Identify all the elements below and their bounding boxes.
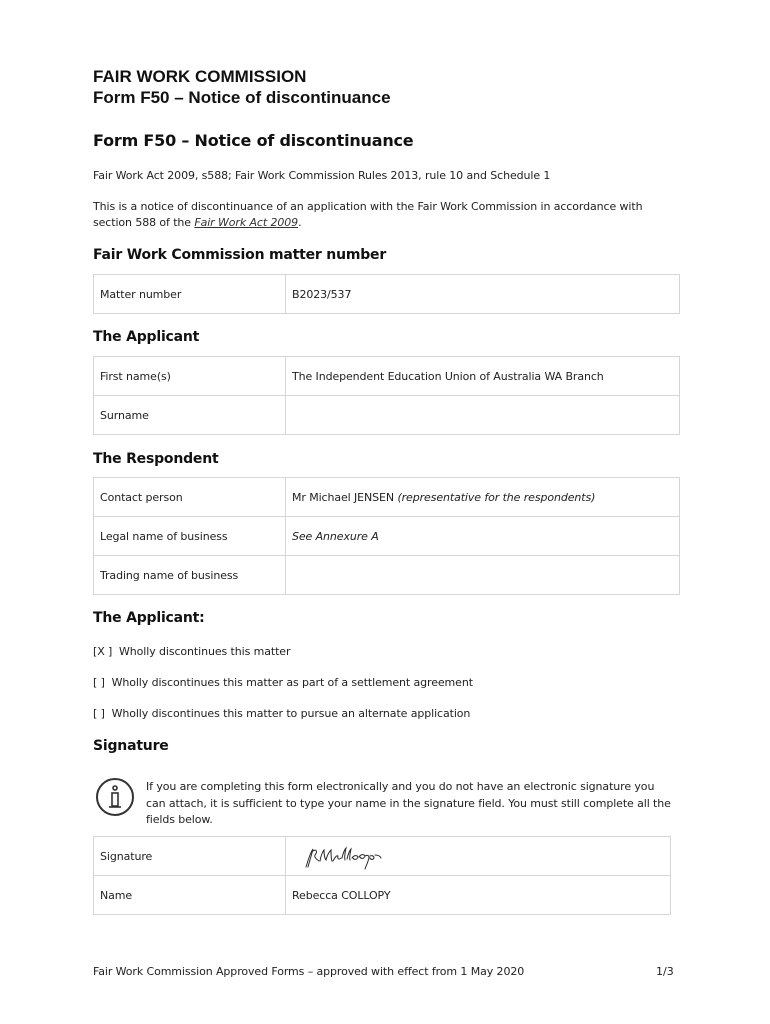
option-label: Wholly discontinues this matter bbox=[119, 645, 291, 658]
trading-name-field[interactable] bbox=[286, 556, 680, 595]
checkbox[interactable]: [ ] bbox=[93, 676, 105, 689]
form-header bbox=[93, 66, 391, 108]
option-label: Wholly discontinues this matter to pursue an alternate application bbox=[111, 707, 471, 720]
legislation-line: Fair Work Act 2009, s588; Fair Work Commission Rules 2013, rule 10 and Schedule 1 bbox=[93, 169, 551, 182]
legal-name-field[interactable] bbox=[286, 517, 680, 556]
name-label: Name bbox=[94, 876, 286, 915]
contact-person-note: (representative for the respondents) bbox=[397, 490, 596, 504]
table-row bbox=[94, 357, 680, 396]
table-row bbox=[94, 876, 671, 915]
checkbox[interactable]: [X ] bbox=[93, 645, 113, 658]
table-row bbox=[94, 478, 680, 517]
signature-info-text: If you are completing this form electronically and you do not have an electronic signature you can attach, it is sufficient to type your name in the signature field. You must still complete all the fields below. bbox=[146, 780, 671, 826]
contact-person-field[interactable] bbox=[286, 478, 680, 517]
info-icon bbox=[95, 777, 135, 817]
applicant-heading: The Applicant bbox=[93, 329, 200, 345]
table-row bbox=[94, 556, 680, 595]
legal-name-label: Legal name of business bbox=[94, 517, 286, 556]
page-number: 1/3 bbox=[656, 965, 674, 978]
first-name-field[interactable]: The Independent Education Union of Australia WA Branch bbox=[286, 357, 680, 396]
respondent-table bbox=[93, 477, 680, 595]
footer-text: Fair Work Commission Approved Forms – approved with effect from 1 May 2020 bbox=[93, 965, 525, 978]
first-name-label: First name(s) bbox=[94, 357, 286, 396]
table-row bbox=[94, 517, 680, 556]
applicant-options-heading: The Applicant: bbox=[93, 610, 205, 626]
intro-text-end: . bbox=[298, 216, 302, 229]
contact-person-value: Mr Michael JENSEN bbox=[292, 490, 395, 504]
option-settlement-agreement[interactable] bbox=[93, 676, 473, 689]
fair-work-act-link[interactable]: Fair Work Act 2009 bbox=[194, 216, 299, 229]
signature-heading: Signature bbox=[93, 738, 169, 754]
table-row bbox=[94, 275, 680, 314]
matter-table bbox=[93, 274, 680, 314]
applicant-table bbox=[93, 356, 680, 435]
contact-person-label: Contact person bbox=[94, 478, 286, 517]
matter-number-field[interactable]: B2023/537 bbox=[286, 275, 680, 314]
surname-label: Surname bbox=[94, 396, 286, 435]
intro-paragraph bbox=[93, 199, 673, 231]
form-header-title: Form F50 – Notice of discontinuance bbox=[93, 88, 391, 107]
surname-field[interactable] bbox=[286, 396, 680, 435]
intro-text: This is a notice of discontinuance of an application with the Fair Work Commission in accordance with section 588 of the bbox=[93, 200, 643, 229]
matter-number-label: Matter number bbox=[94, 275, 286, 314]
option-wholly-discontinue[interactable] bbox=[93, 645, 290, 658]
checkbox[interactable]: [ ] bbox=[93, 707, 105, 720]
page-title: Form F50 – Notice of discontinuance bbox=[93, 131, 414, 150]
handwritten-signature bbox=[302, 843, 384, 871]
name-field[interactable]: Rebecca COLLOPY bbox=[286, 876, 671, 915]
respondent-heading: The Respondent bbox=[93, 451, 219, 467]
trading-name-label: Trading name of business bbox=[94, 556, 286, 595]
org-name: FAIR WORK COMMISSION bbox=[93, 67, 307, 86]
option-label: Wholly discontinues this matter as part of a settlement agreement bbox=[111, 676, 473, 689]
table-row bbox=[94, 396, 680, 435]
matter-heading: Fair Work Commission matter number bbox=[93, 247, 387, 263]
signature-label: Signature bbox=[94, 837, 286, 876]
option-alternate-application[interactable] bbox=[93, 707, 470, 720]
legal-name-value: See Annexure A bbox=[292, 529, 379, 543]
